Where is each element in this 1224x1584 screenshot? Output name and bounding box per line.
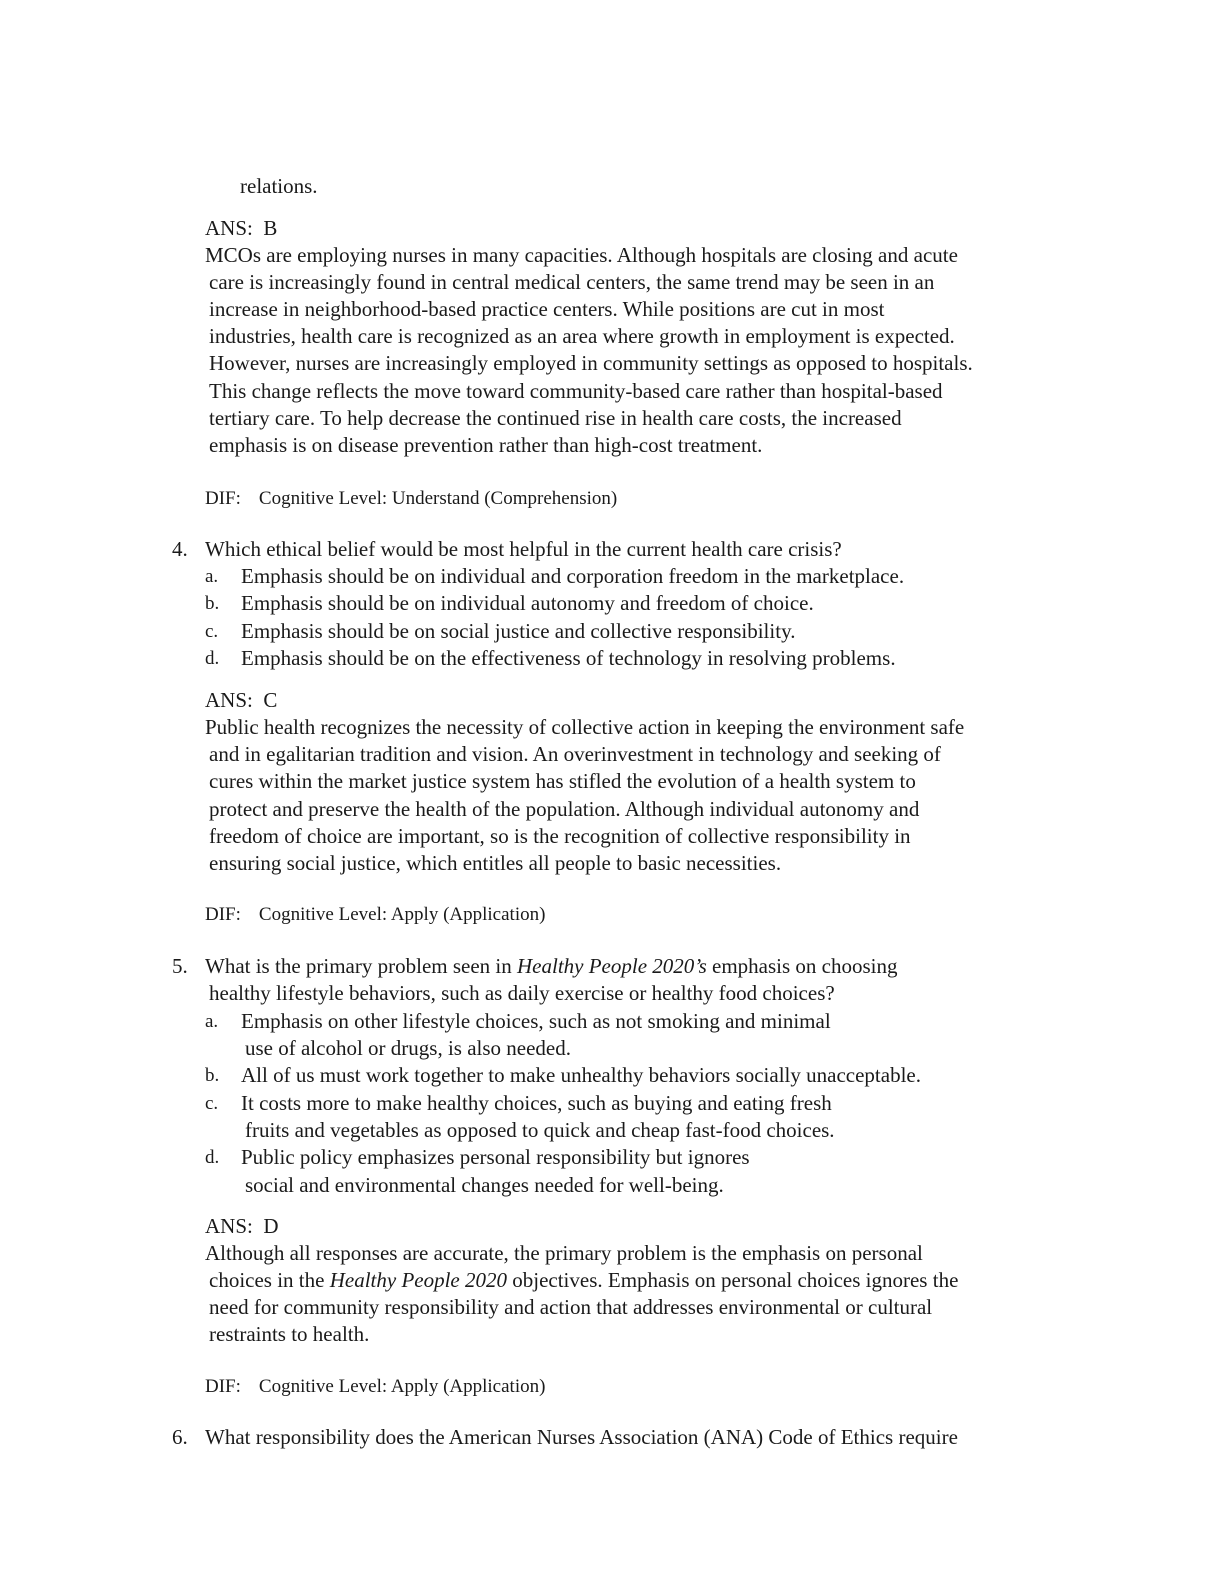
rationale-line: Public health recognizes the necessity of collective action in keeping the environment safe	[205, 715, 965, 739]
answer-letter: D	[263, 1214, 279, 1238]
difficulty-line-q3	[205, 487, 617, 511]
answer-line-q4	[205, 687, 277, 714]
answer-label: ANS:	[205, 1214, 253, 1238]
option-text: All of us must work together to make unhealthy behaviors socially unacceptable.	[241, 1063, 921, 1087]
option-letter: d.	[205, 648, 220, 669]
rationale-text: choices in the	[209, 1268, 330, 1292]
option-text-continued: fruits and vegetables as opposed to quick and cheap fast-food choices.	[245, 1118, 835, 1142]
rationale-line: This change reflects the move toward community-based care rather than hospital-based	[209, 379, 943, 403]
option-text: It costs more to make healthy choices, such as buying and eating fresh	[241, 1091, 832, 1115]
question-number: 6.	[172, 1425, 188, 1449]
rationale-line: restraints to health.	[209, 1322, 370, 1346]
option-letter: a.	[205, 566, 219, 587]
previous-option-tail: relations.	[240, 174, 318, 198]
rationale-line: increase in neighborhood-based practice centers. While positions are cut in most	[209, 297, 885, 321]
option-letter: c.	[205, 1093, 219, 1114]
dif-value: Cognitive Level: Apply (Application)	[258, 1376, 546, 1397]
stem-text: What is the primary problem seen in	[205, 954, 517, 978]
option-text-continued: use of alcohol or drugs, is also needed.	[245, 1036, 572, 1060]
rationale-line: tertiary care. To help decrease the continued rise in health care costs, the increased	[209, 406, 902, 430]
option-text-continued: social and environmental changes needed for well-being.	[245, 1173, 724, 1197]
option-text: Emphasis should be on individual and corporation freedom in the marketplace.	[241, 564, 905, 588]
rationale-line: MCOs are employing nurses in many capacities. Although hospitals are closing and acute	[205, 243, 958, 267]
option-text: Emphasis should be on individual autonomy and freedom of choice.	[241, 591, 814, 615]
rationale-line	[209, 1267, 958, 1294]
question-number: 5.	[172, 954, 188, 978]
option-letter: c.	[205, 621, 219, 642]
question-stem: Which ethical belief would be most helpful in the current health care crisis?	[205, 537, 842, 561]
option-text: Public policy emphasizes personal responsibility but ignores	[241, 1145, 750, 1169]
rationale-line: ensuring social justice, which entitles all people to basic necessities.	[209, 851, 782, 875]
rationale-line: industries, health care is recognized as an area where growth in employment is expected.	[209, 324, 955, 348]
option-letter: a.	[205, 1011, 219, 1032]
option-letter: b.	[205, 1065, 220, 1086]
option-text: Emphasis on other lifestyle choices, such as not smoking and minimal	[241, 1009, 831, 1033]
rationale-line: Although all responses are accurate, the primary problem is the emphasis on personal	[205, 1241, 923, 1265]
difficulty-line-q4	[205, 903, 545, 927]
rationale-line: need for community responsibility and action that addresses environmental or cultural	[209, 1295, 933, 1319]
option-text: Emphasis should be on social justice and collective responsibility.	[241, 619, 796, 643]
rationale-line: protect and preserve the health of the population. Although individual autonomy and	[209, 797, 920, 821]
answer-label: ANS:	[205, 216, 253, 240]
rationale-line: cures within the market justice system has stifled the evolution of a health system to	[209, 769, 916, 793]
option-letter: b.	[205, 593, 220, 614]
dif-value: Cognitive Level: Understand (Comprehension)	[258, 488, 618, 509]
rationale-text: objectives. Emphasis on personal choices ignores the	[507, 1268, 959, 1292]
option-letter: d.	[205, 1147, 220, 1168]
stem-text: emphasis on choosing	[706, 954, 898, 978]
answer-label: ANS:	[205, 688, 253, 712]
stem-italic-title: Healthy People 2020’s	[517, 954, 707, 978]
question-stem	[205, 953, 897, 980]
answer-letter: C	[263, 688, 278, 712]
rationale-italic-title: Healthy People 2020	[329, 1268, 507, 1292]
answer-line-q3	[205, 215, 277, 242]
difficulty-line-q5	[205, 1375, 545, 1399]
rationale-line: freedom of choice are important, so is the recognition of collective responsibility in	[209, 824, 911, 848]
answer-line-q5	[205, 1213, 279, 1240]
answer-letter: B	[263, 216, 278, 240]
question-number: 4.	[172, 537, 188, 561]
dif-label: DIF:	[205, 488, 241, 509]
rationale-line: care is increasingly found in central medical centers, the same trend may be seen in an	[209, 270, 935, 294]
dif-value: Cognitive Level: Apply (Application)	[258, 904, 546, 925]
question-stem-continued: healthy lifestyle behaviors, such as daily exercise or healthy food choices?	[209, 981, 835, 1005]
rationale-line: emphasis is on disease prevention rather than high-cost treatment.	[209, 433, 763, 457]
rationale-line: However, nurses are increasingly employed in community settings as opposed to hospitals.	[209, 351, 973, 375]
option-text: Emphasis should be on the effectiveness of technology in resolving problems.	[241, 646, 896, 670]
question-stem: What responsibility does the American Nurses Association (ANA) Code of Ethics require	[205, 1425, 958, 1449]
dif-label: DIF:	[205, 904, 241, 925]
rationale-line: and in egalitarian tradition and vision. An overinvestment in technology and seeking of	[209, 742, 941, 766]
dif-label: DIF:	[205, 1376, 241, 1397]
